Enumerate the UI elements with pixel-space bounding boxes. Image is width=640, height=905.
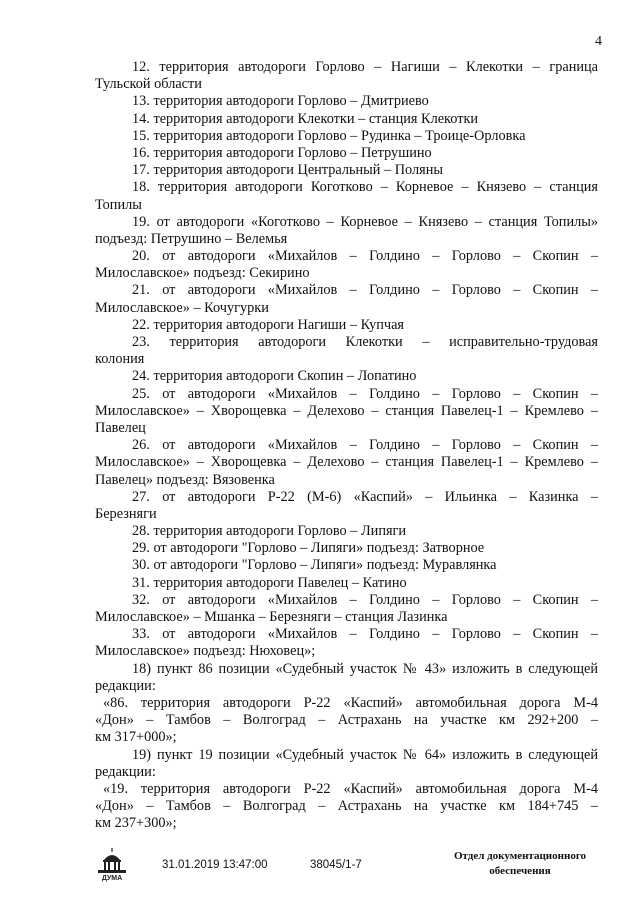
svg-text:ДУМА: ДУМА [101, 875, 123, 882]
text-line: 19. от автодороги «Коготково – Корневое – Князево – станция Топилы» [132, 213, 598, 230]
text-line: км 317+000»; [95, 729, 177, 746]
text-line: редакции: [95, 677, 156, 694]
text-line: «Дон» – Тамбов – Волгоград – Астрахань на участке км 184+745 – [95, 798, 598, 815]
text-line: 18) пункт 86 позиции «Судебный участок № 43» изложить в следующей [132, 660, 598, 677]
text-line: Милославское» подъезд: Секирино [95, 265, 310, 282]
text-line: 33. от автодороги «Михайлов – Голдино – Горлово – Скопин – [132, 626, 598, 643]
document-id: 38045/1-7 [310, 859, 362, 871]
text-line: Милославское» – Мшанка – Березняги – станция Лазинка [95, 609, 448, 625]
department-stamp [445, 849, 595, 879]
text-line: км 237+300»; [95, 815, 177, 832]
text-line: 27. от автодороги Р-22 (М-6) «Каспий» – Ильинка – Казинка – [132, 488, 598, 505]
footer [95, 846, 615, 886]
text-line: Топилы [95, 196, 142, 213]
text-line: Павелец [95, 419, 146, 436]
text-line: 22. территория автодороги Нагиши – Купчая [132, 316, 405, 333]
text-line: «Дон» – Тамбов – Волгоград – Астрахань на участке км 292+200 – [95, 712, 598, 729]
document-body [95, 59, 598, 832]
text-line: 21. от автодороги «Михайлов – Голдино – Горлово – Скопин – [132, 282, 598, 299]
text-line: подъезд: Петрушино – Велемья [95, 230, 288, 247]
text-line: 12. территория автодороги Горлово – Нагиши – Клекотки – граница [132, 59, 598, 75]
text-line: Павелец» подъезд: Вязовенка [95, 471, 275, 488]
text-line: «19. территория автодороги Р-22 «Каспий» автомобильная дорога М-4 [103, 780, 598, 797]
text-line: 32. от автодороги «Михайлов – Голдино – Горлово – Скопин – [132, 591, 598, 608]
text-line: 13. территория автодороги Горлово – Дмитриево [132, 93, 429, 110]
text-line: 31. территория автодороги Павелец – Катино [132, 574, 407, 591]
text-line: колония [95, 351, 145, 368]
text-line: 25. от автодороги «Михайлов – Голдино – Горлово – Скопин – [132, 385, 598, 402]
timestamp: 31.01.2019 13:47:00 [162, 859, 268, 871]
text-line: 15. территория автодороги Горлово – Рудинка – Троице-Орловка [132, 127, 526, 144]
text-line: Тульской области [95, 76, 202, 93]
text-line: Березняги [95, 505, 157, 522]
text-line: Милославское» – Кочугурки [95, 299, 269, 316]
text-line: «86. территория автодороги Р-22 «Каспий» автомобильная дорога М-4 [103, 694, 598, 711]
text-line: 18. территория автодороги Коготково – Корневое – Князево – станция [132, 179, 598, 196]
text-line: 24. территория автодороги Скопин – Лопатино [132, 368, 417, 385]
duma-building-icon [95, 846, 129, 882]
text-line: 23. территория автодороги Клекотки – исправительно-трудовая [132, 334, 598, 350]
text-line: 19) пункт 19 позиции «Судебный участок № 64» изложить в следующей [132, 746, 598, 763]
department-line-1: Отдел документационного [453, 850, 587, 862]
text-line: 30. от автодороги "Горлово – Липяги» подъезд: Муравлянка [132, 557, 497, 574]
text-line: Милославское» – Хворощевка – Делехово – станция Павелец-1 – Кремлево – [95, 402, 598, 419]
department-line-2: обеспечения [489, 865, 551, 877]
text-line: 26. от автодороги «Михайлов – Голдино – Горлово – Скопин – [132, 437, 598, 454]
text-line: 16. территория автодороги Горлово – Петрушино [132, 144, 432, 161]
text-line: 14. территория автодороги Клекотки – станция Клекотки [132, 110, 479, 127]
text-line: 17. территория автодороги Центральный – Поляны [132, 162, 443, 179]
text-line: 29. от автодороги "Горлово – Липяги» подъезд: Затворное [132, 540, 485, 557]
text-line: Милославское» подъезд: Нюховец»; [95, 643, 316, 660]
page-number: 4 [595, 34, 602, 49]
text-line: редакции: [95, 763, 156, 780]
text-line: Милославское» – Хворощевка – Делехово – станция Павелец-1 – Кремлево – [95, 454, 598, 471]
text-line: 20. от автодороги «Михайлов – Голдино – Горлово – Скопин – [132, 248, 598, 265]
text-line: 28. территория автодороги Горлово – Липяги [132, 523, 407, 540]
